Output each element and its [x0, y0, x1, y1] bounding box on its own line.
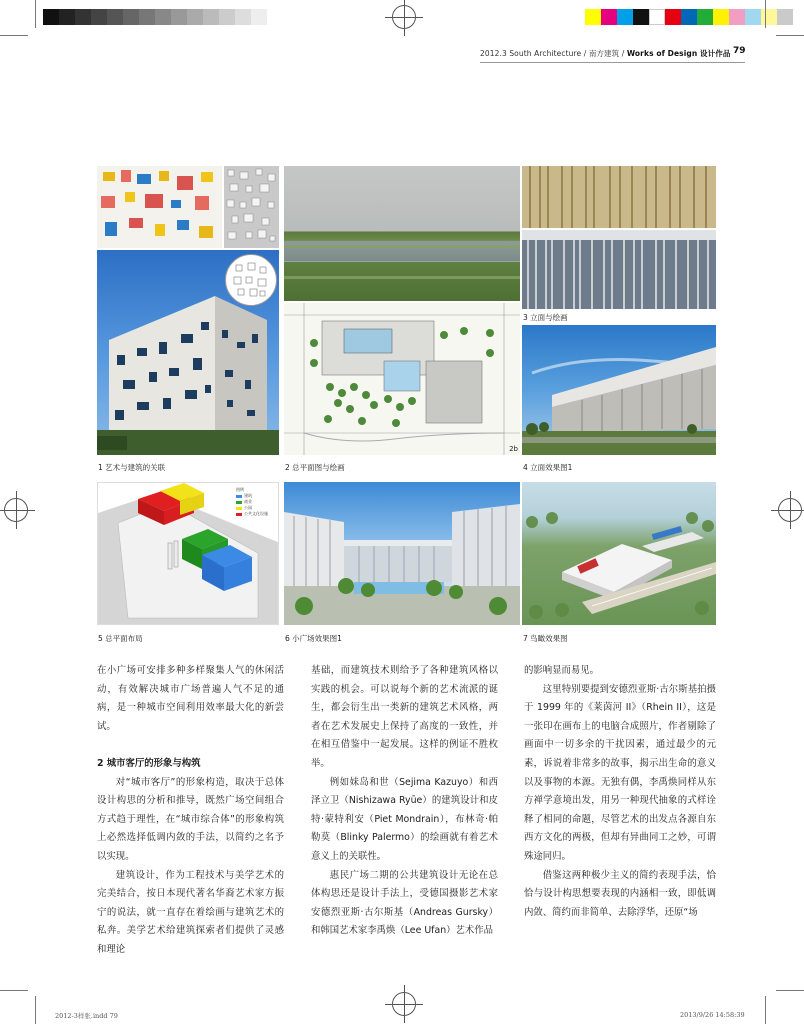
text-column-3: [524, 662, 716, 922]
window-pattern-image: [224, 166, 279, 248]
small-plaza-rendering: [284, 482, 520, 625]
circular-inset-diagram: [225, 254, 277, 306]
bottom-registration-mark: [392, 992, 416, 1016]
facade-rendering-1: [522, 325, 716, 455]
section-name: Works of Design 设计作品: [626, 49, 731, 58]
footer-file-slug: 2012-3样张.indd 79: [55, 1012, 118, 1020]
column1-paragraph-2: 对“城市客厅”的形象构造，取决于总体设计构思的分析和推导，既然广场空间组合方式趋于理性，在“城市综合体”的形象构筑上必然选择低调内敛的手法，以简约之名予以实现。: [97, 776, 284, 862]
legend-row: [236, 511, 278, 517]
crop-mark: [35, 0, 36, 28]
cube-building-photo: [97, 250, 279, 455]
color-registration-strip: [585, 9, 793, 25]
page-number: 79: [733, 46, 746, 56]
crop-mark: [776, 35, 804, 36]
figure-3-caption: 3 立面与绘画: [523, 313, 568, 322]
legend-swatch: [236, 507, 242, 510]
figure-4-caption: 4 立面效果图1: [523, 463, 573, 472]
top-registration-mark: [392, 5, 416, 29]
legend-item: 公园: [244, 505, 252, 510]
footer-timestamp: 2013/9/26 14:58:39: [680, 1011, 745, 1019]
crop-mark: [765, 0, 766, 28]
rhein-ii-photo: [284, 166, 520, 301]
figure-2-caption: 2 总平面图与绘画: [285, 463, 345, 472]
mondrian-painting-image: [97, 166, 222, 248]
aerial-rendering: [522, 482, 716, 625]
figure-1-caption: 1 艺术与建筑的关联: [98, 463, 166, 472]
grayscale-registration-strip: [43, 9, 267, 25]
column2-paragraph-1: 基础，而建筑技术则给予了各种建筑风格以实践的机会。可以说每个新的艺术流派的诞生，都会衍生出一类新的建筑艺术风格，两者在艺术发展史上保持了高度的一致性，并在相互借鉴中一起发展。这样的例证不胜枚举。: [311, 665, 498, 769]
diagram-legend: [236, 487, 278, 517]
crop-mark: [765, 996, 766, 1024]
column1-paragraph-3: 建筑设计，作为工程技术与美学艺术的完美结合，按日本现代著名华裔艺术家方振宁的说法，就一直存在着绘画与建筑艺术的私奔。美学艺术给建筑探索者们提供了灵感和理论: [97, 869, 284, 955]
figure-7-caption: 7 鸟瞰效果图: [523, 634, 568, 643]
legend-swatch: [236, 513, 242, 516]
crop-mark: [0, 35, 28, 36]
text-column-2: [311, 662, 498, 941]
left-registration-mark: [4, 498, 28, 522]
header-rule: [480, 62, 745, 63]
column2-paragraph-2: 例如妹岛和世（Sejima Kazuyo）和西泽立卫（Nishizawa Ryūe）的建筑设计和皮特·蒙特利安（Piet Mondrain），布林奇·帕勒莫（Blinky Palermo）的绘画就有着艺术意义上的关联性。: [311, 776, 498, 862]
right-registration-mark: [778, 498, 802, 522]
legend-title: 图例: [236, 487, 244, 492]
column1-paragraph-1: 在小广场可安排多种多样聚集人气的休闲活动，有效解决城市广场普遍人气不足的通病，是一种城市空间利用效率最大化的新尝试。: [97, 665, 284, 732]
figure-6-caption: 6 小广场效果图1: [285, 634, 342, 643]
legend-item: 商业: [244, 499, 252, 504]
crop-mark: [35, 996, 36, 1024]
column3-paragraph-2: 这里特别要提到安德烈亚斯·古尔斯基拍摄于 1999 年的《莱茵河 II》（Rhein II），这是一张印在画布上的电脑合成照片，作者剔除了画面中一切多余的干扰因素，通过最少的元素，诉说着非常多的故事，揭示出生命的意义以及事物的本源。无独有偶，李禹焕同样从东方禅学意境出发，用另一种现代抽象的式样诠释了相同的命题，尽管艺术的出发点各源自东西方文化的两极，但却有异曲同工之妙，可谓殊途同归。: [524, 683, 716, 862]
legend-item: 建筑: [244, 493, 252, 498]
master-plan-drawing: [284, 303, 520, 455]
legend-swatch: [236, 501, 242, 504]
legend-swatch: [236, 495, 242, 498]
figure-2b-label: 2b: [509, 445, 518, 453]
legend-item: 公共文化设施: [244, 511, 268, 516]
crop-mark: [0, 990, 28, 991]
facade-painting-image: [522, 166, 716, 309]
journal-name: 2012.3 South Architecture / 南方建筑 /: [480, 49, 625, 58]
figure-5-caption: 5 总平面布局: [98, 634, 143, 643]
crop-mark: [776, 990, 804, 991]
column3-paragraph-3: 借鉴这两种极少主义的简约表现手法，恰恰与设计构思想要表现的内涵相一致，即低调内敛、简约而非简单、去除浮华，还原“场: [524, 869, 716, 918]
text-column-1: [97, 662, 284, 960]
column3-paragraph-1: 的影响显而易见。: [524, 665, 600, 676]
site-layout-diagram: [97, 482, 279, 625]
section-heading: 2 城市客厅的形象与构筑: [97, 757, 201, 769]
column2-paragraph-3: 惠民广场二期的公共建筑设计无论在总体构思还是设计手法上，受德国摄影艺术家安德烈亚斯·古尔斯基（Andreas Gursky）和韩国艺术家李禹焕（Lee Ufan）艺术作品: [311, 869, 498, 937]
running-header: [480, 48, 730, 59]
